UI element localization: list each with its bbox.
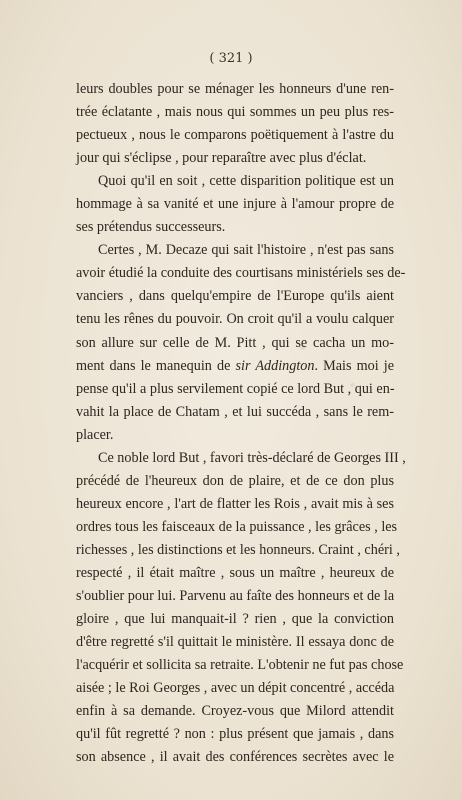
text-line: son absence , il avait des conférences secrètes avec le	[76, 749, 394, 766]
text-line: aisée ; le Roi Georges , avec un dépit concentré , accéda	[76, 680, 395, 697]
text-line: trée éclatante , mais nous qui sommes un peu plus res-	[76, 104, 394, 121]
text-line: gloire , que lui manquait-il ? rien , que la conviction	[76, 611, 394, 628]
body-text	[76, 78, 406, 769]
text-line: hommage à sa vanité et une injure à l'amour propre de	[76, 196, 394, 213]
text-line: richesses , les distinctions et les honneurs. Craint , chéri ,	[76, 541, 400, 558]
text-line: enfin à sa demande. Croyez-vous que Milord attendit	[76, 703, 394, 720]
text-line: Ce noble lord But , favori très-déclaré de Georges III ,	[98, 449, 406, 466]
text-line: Quoi qu'il en soit , cette disparition politique est un	[98, 173, 394, 190]
text-line: ordres tous les faisceaux de la puissance , les grâces , les	[76, 518, 398, 535]
text-line: qu'il fût regretté ? non : plus présent que jamais , dans	[76, 726, 394, 743]
text-line: s'oublier pour lui. Parvenu au faîte des honneurs et de la	[76, 588, 395, 605]
page-number: ( 321 )	[209, 51, 253, 66]
text-line: vanciers , dans quelqu'empire de l'Europe qu'ils aient	[76, 288, 394, 305]
text-line: placer.	[76, 426, 114, 443]
text-line: ses prétendus successeurs.	[76, 219, 226, 236]
text-line: l'acquérir et sollicita sa retraite. L'obtenir ne fut pas chose	[76, 657, 404, 674]
text-line: heureux encore , l'art de flatter les Rois , avait mis à ses	[76, 495, 394, 512]
text-line: jour qui s'éclipse , pour reparaître avec plus d'éclat.	[76, 150, 367, 167]
text-line: vahit la place de Chatam , et lui succéda , sans le rem-	[76, 403, 394, 420]
text-line: précédé de l'heureux don de plaire, et de ce don plus	[76, 472, 394, 489]
text-line: son allure sur celle de M. Pitt , qui se cacha un mo-	[76, 334, 394, 351]
text-line: tenu les rênes du pouvoir. On croit qu'il a voulu calquer	[76, 311, 394, 328]
text-line: leurs doubles pour se ménager les honneurs d'une ren-	[76, 81, 394, 97]
text-line: respecté , il était maître , sous un maître , heureux de	[76, 564, 394, 581]
text-line: pense qu'il a plus servilement copié ce lord But , qui en-	[76, 380, 395, 397]
text-line: ment dans le manequin de sir Addington. Mais moi je	[76, 357, 395, 374]
text-line: avoir étudié la conduite des courtisans ministériels ses de-	[76, 265, 406, 282]
text-line: pectueux , nous le comparons poëtiquement à l'astre du	[76, 127, 394, 144]
text-line: d'être regretté s'il quittait le ministère. Il essaya donc de	[76, 634, 394, 651]
text-line: Certes , M. Decaze qui sait l'histoire , n'est pas sans	[98, 242, 394, 259]
italic-name: sir Addington	[235, 357, 315, 374]
